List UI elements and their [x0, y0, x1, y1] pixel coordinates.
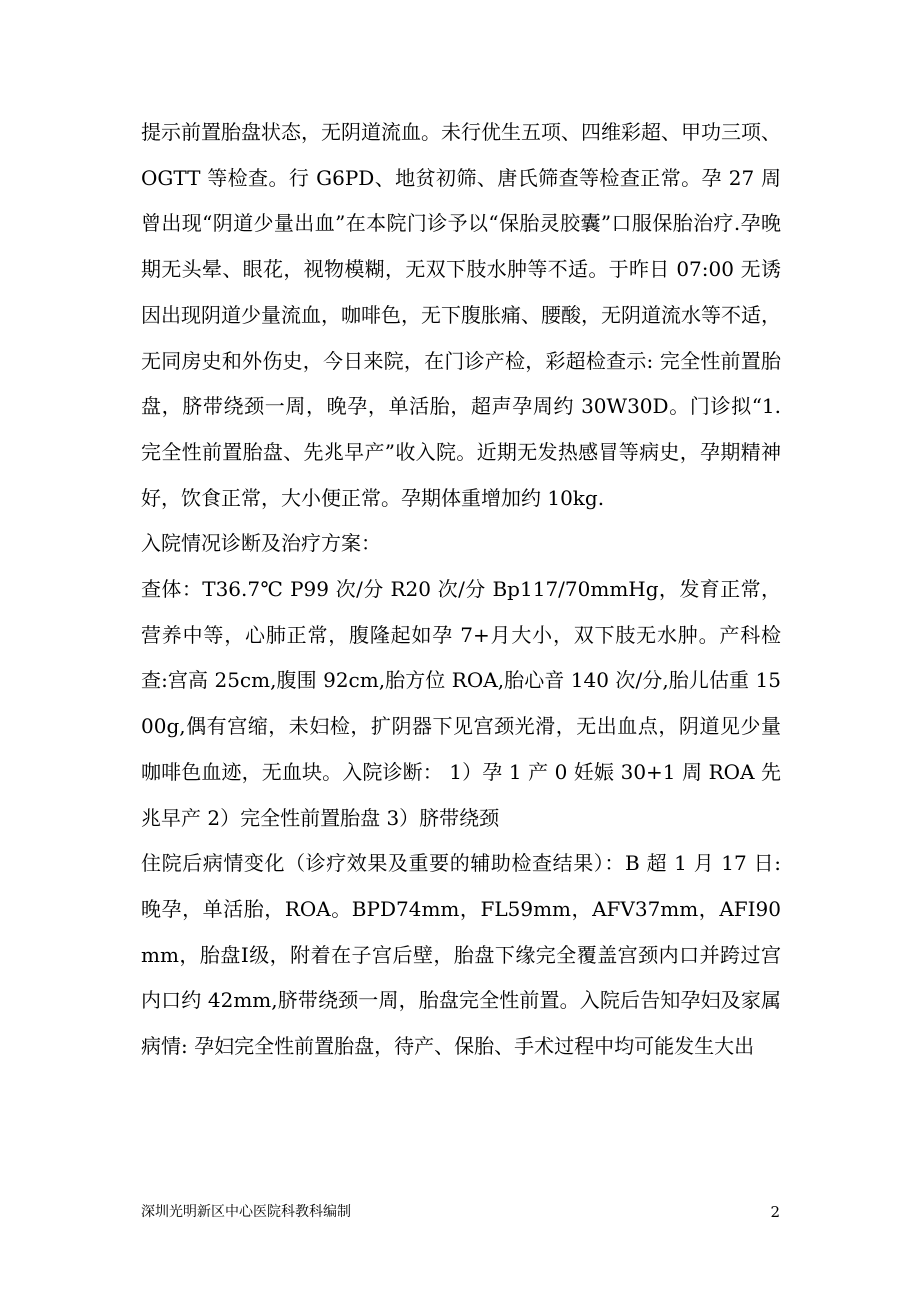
paragraph-physical-exam: 查体：T36.7℃ P99 次/分 R20 次/分 Bp117/70mmHg，发育正常，营养中等，心肺正常，腹隆起如孕 7+月大小，双下肢无水肿。产科检查:宫高 25cm,腹围 92cm,胎方位 ROA,胎心音 140 次/分,胎儿估重 1500g,偶有宫缩，未妇检，扩阴器下见宫颈光滑，无出血点，阴道见少量咖啡色血迹，无血块。入院诊断： 1）孕 1 产 0 妊娠 30+1 周 ROA 先兆早产 2）完全性前置胎盘 3）脐带绕颈	[141, 577, 781, 830]
page-number: 2	[770, 1203, 780, 1221]
paragraph-admission-heading: 入院情况诊断及治疗方案：	[141, 531, 381, 556]
paragraph-hospital-course: 住院后病情变化（诊疗效果及重要的辅助检查结果）：B 超 1 月 17 日:晚孕，单活胎，ROA。BPD74mm，FL59mm，AFV37mm，AFI90mm，胎盘Ⅰ级，附着在子宫后壁，胎盘下缘完全覆盖宫颈内口并跨过宫内口约 42mm,脐带绕颈一周，胎盘完全性前置。入院后告知孕妇及家属病情: 孕妇完全性前置胎盘，待产、保胎、手术过程中均可能发生大出	[141, 851, 781, 1059]
document-body	[141, 110, 781, 1070]
footer-organization: 深圳光明新区中心医院科教科编制	[141, 1204, 351, 1220]
paragraph-history: 提示前置胎盘状态，无阴道流血。未行优生五项、四维彩超、甲功三项、OGTT 等检查。行 G6PD、地贫初筛、唐氏筛查等检查正常。孕 27 周曾出现“阴道少量出血”在本院门诊予以“保胎灵胶囊”口服保胎治疗.孕晚期无头晕、眼花，视物模糊，无双下肢水肿等不适。于昨日 07:00 无诱因出现阴道少量流血，咖啡色，无下腹胀痛、腰酸，无阴道流水等不适，无同房史和外伤史，今日来院，在门诊产检，彩超检查示: 完全性前置胎盘，脐带绕颈一周，晚孕，单活胎，超声孕周约 30W30D。门诊拟“1.完全性前置胎盘、先兆早产”收入院。近期无发热感冒等病史，孕期精神好，饮食正常，大小便正常。孕期体重增加约 10kg.	[141, 120, 781, 510]
